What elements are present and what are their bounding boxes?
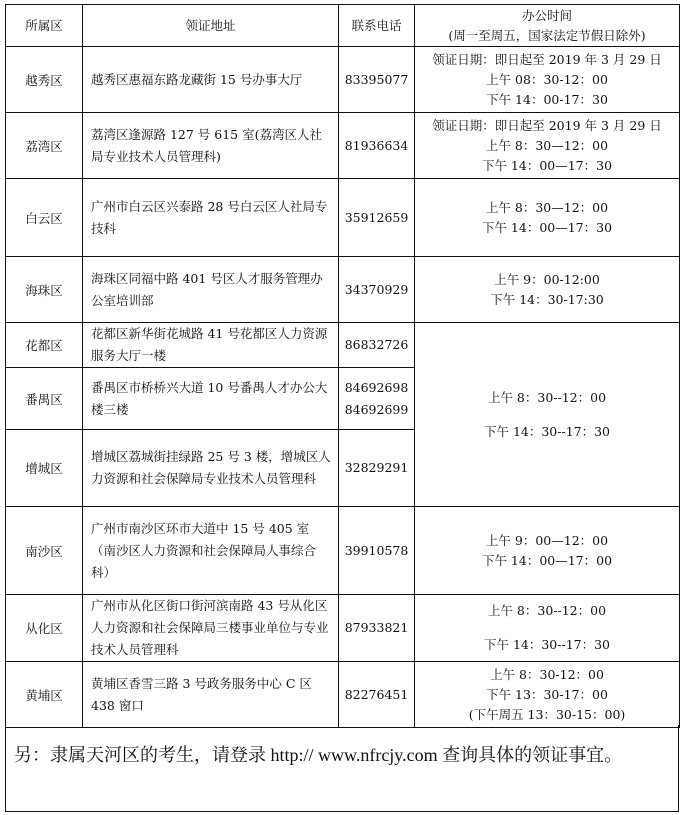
district-cell: 荔湾区: [6, 113, 83, 179]
hours-line: 领证日期：即日起至 2019 年 3 月 29 日: [432, 117, 662, 133]
table-row: [6, 113, 680, 179]
table-row: [6, 662, 680, 728]
table-row: [6, 179, 680, 257]
phone-cell: 35912659: [339, 179, 415, 257]
phone-cell: [339, 368, 415, 430]
address-cell: 番禺区市桥桥兴大道 10 号番禺人才办公大楼三楼: [83, 368, 339, 430]
hours-line: 下午 14：30-17:30: [490, 291, 604, 307]
address-cell: 荔湾区逢源路 127 号 615 室(荔湾区人社局专业技术人员管理科): [83, 113, 339, 179]
table-header-row: [6, 5, 680, 47]
hours-line: 上午 8：30-12：00: [490, 666, 604, 682]
table-row: [6, 323, 680, 368]
hours-cell: [415, 47, 680, 113]
address-cell: 越秀区惠福东路龙藏街 15 号办事大厅: [83, 47, 339, 113]
phone-line: 84692698: [344, 379, 409, 395]
certificate-pickup-table: [5, 4, 680, 728]
hours-line: 上午 08：30-12：00: [486, 71, 608, 87]
shared-hours-cell: [415, 323, 680, 507]
hours-line: 下午 13：30-17：00: [486, 686, 608, 702]
district-cell: 越秀区: [6, 47, 83, 113]
address-cell: 广州市从化区街口街河滨南路 43 号从化区人力资源和社会保障局三楼事业单位与专业技术人员管理科: [83, 595, 339, 662]
address-cell: 广州市南沙区环市大道中 15 号 405 室（南沙区人力资源和社会保障局人事综合科）: [83, 507, 339, 595]
hours-line: 领证日期：即日起至 2019 年 3 月 29 日: [432, 51, 662, 67]
table-row: [6, 595, 680, 662]
phone-cell: 32829291: [339, 430, 415, 507]
footnote-tianhe: 另：隶属天河区的考生，请登录 http:// www.nfrcjy.com 查询具体的领证事宜。: [5, 725, 679, 812]
address-cell: 海珠区同福中路 401 号区人才服务管理办公室培训部: [83, 257, 339, 323]
phone-cell: 39910578: [339, 507, 415, 595]
hours-line: 下午 14：00-17：30: [486, 91, 608, 107]
hours-line: 上午 8：30--12：00: [487, 603, 607, 618]
hours-line: 上午 9：00—12：00: [485, 532, 609, 548]
phone-line: 84692699: [344, 401, 409, 417]
table-row: [6, 257, 680, 323]
header-address: 领证地址: [83, 5, 339, 47]
table-row: [6, 507, 680, 595]
header-district: 所属区: [6, 5, 83, 47]
hours-line: 上午 8：30—12：00: [485, 137, 609, 153]
header-hours: [415, 5, 680, 47]
phone-cell: 87933821: [339, 595, 415, 662]
district-cell: 从化区: [6, 595, 83, 662]
hours-line: 上午 8：30--12：00: [487, 389, 607, 405]
district-cell: 海珠区: [6, 257, 83, 323]
district-cell: 南沙区: [6, 507, 83, 595]
hours-cell: [415, 113, 680, 179]
hours-line: (下午周五 13：30-15：00): [468, 706, 626, 722]
hours-line: 下午 14：30--17：30: [483, 637, 611, 652]
hours-cell: [415, 179, 680, 257]
header-hours-title: 办公时间: [521, 7, 572, 23]
phone-cell: 86832726: [339, 323, 415, 368]
header-phone: 联系电话: [339, 5, 415, 47]
hours-line: 上午 8：30—12：00: [485, 199, 609, 215]
phone-cell: 81936634: [339, 113, 415, 179]
hours-cell: [415, 257, 680, 323]
address-cell: 增城区荔城街挂绿路 25 号 3 楼，增城区人力资源和社会保障局专业技术人员管理科: [83, 430, 339, 507]
address-cell: 黄埔区香雪三路 3 号政务服务中心 C 区 438 窗口: [83, 662, 339, 728]
district-cell: 花都区: [6, 323, 83, 368]
district-cell: 增城区: [6, 430, 83, 507]
district-cell: 番禺区: [6, 368, 83, 430]
address-cell: 花都区新华街花城路 41 号花都区人力资源服务大厅一楼: [83, 323, 339, 368]
phone-cell: 82276451: [339, 662, 415, 728]
district-cell: 黄埔区: [6, 662, 83, 728]
phone-cell: 34370929: [339, 257, 415, 323]
phone-cell: 83395077: [339, 47, 415, 113]
hours-cell: [415, 595, 680, 662]
district-cell: 白云区: [6, 179, 83, 257]
hours-cell: [415, 507, 680, 595]
table-row: [6, 47, 680, 113]
hours-line: 下午 14：00—17：00: [481, 552, 613, 568]
header-hours-subtitle: (周一至周五，国家法定节假日除外): [448, 27, 646, 43]
hours-line: 下午 14：00—17：30: [481, 219, 613, 235]
hours-line: 上午 9：00-12:00: [494, 271, 600, 287]
hours-line: 下午 14：00—17：30: [481, 157, 613, 173]
hours-cell: [415, 662, 680, 728]
hours-line: 下午 14：30--17：30: [483, 423, 611, 439]
address-cell: 广州市白云区兴泰路 28 号白云区人社局专技科: [83, 179, 339, 257]
